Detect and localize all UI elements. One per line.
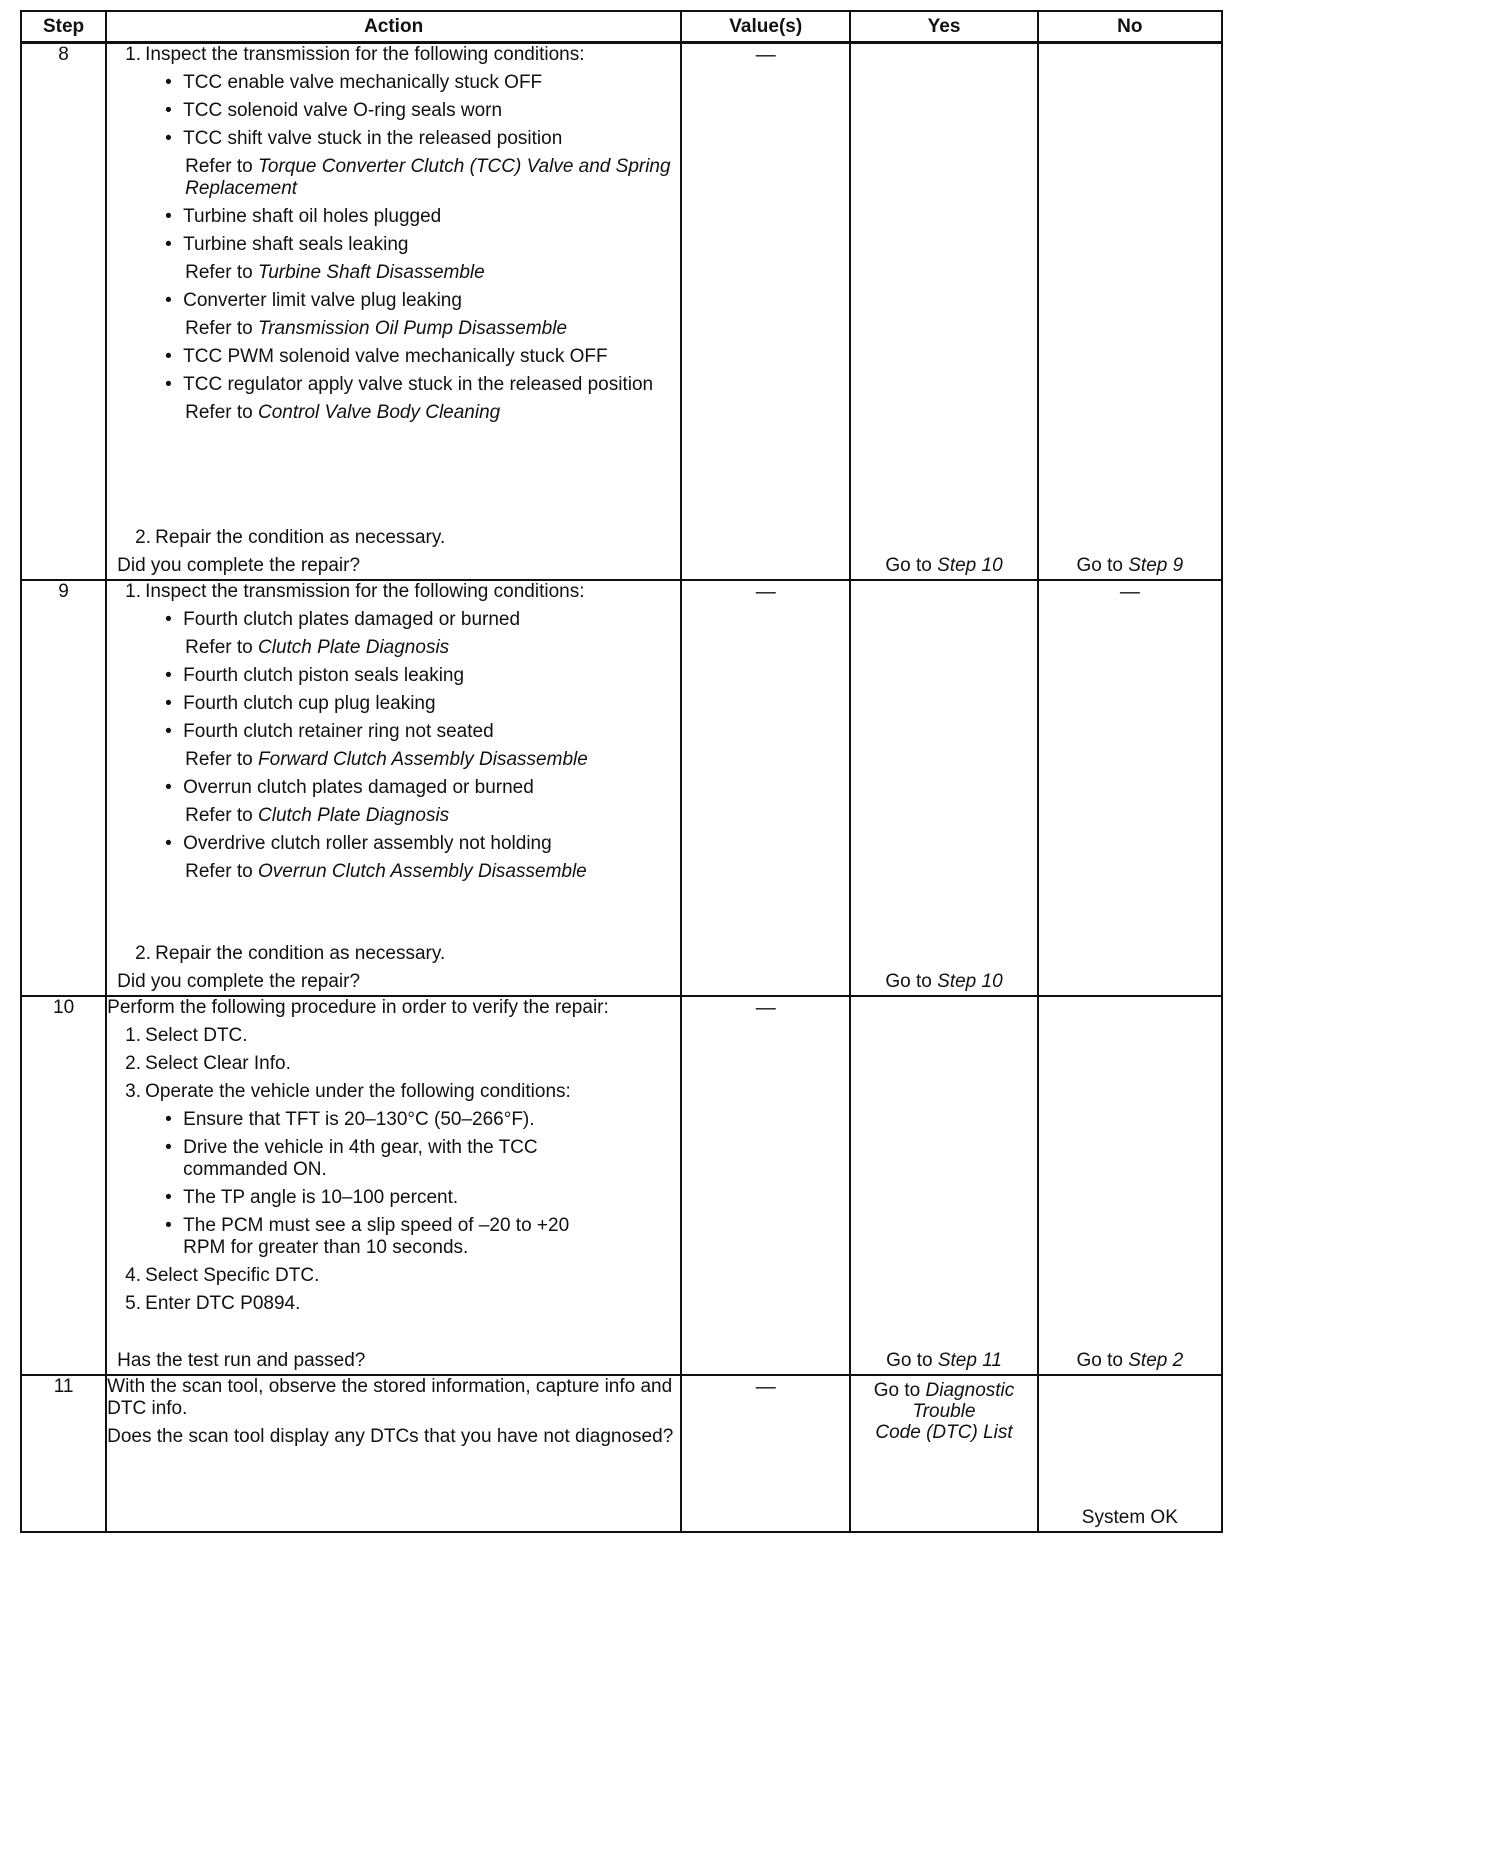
numbered-item: 2. Repair the condition as necessary.: [135, 526, 446, 548]
bullet-item: • TCC PWM solenoid valve mechanically stuck OFF: [165, 346, 608, 367]
bullet-item: • Fourth clutch plates damaged or burned: [165, 608, 521, 630]
bullet-item: • The TP angle is 10–100 percent.: [165, 1186, 459, 1208]
header-step: Step: [21, 11, 106, 43]
header-action: Action: [106, 11, 681, 43]
reference-link[interactable]: Refer to Clutch Plate Diagnosis: [185, 804, 450, 826]
system-ok-text: System OK: [1081, 1506, 1178, 1528]
action-cell: [106, 1375, 681, 1532]
question-text: Does the scan tool display any DTCs that you have not diagnosed?: [107, 1425, 674, 1447]
bullet-item: • Turbine shaft seals leaking: [165, 234, 409, 255]
no-cell: —: [1038, 580, 1222, 996]
reference-link[interactable]: Refer to Turbine Shaft Disassemble: [185, 262, 485, 283]
bullet-item: • TCC shift valve stuck in the released position: [165, 128, 563, 149]
bullet-item: • Fourth clutch cup plug leaking: [165, 692, 436, 714]
no-cell: [1038, 43, 1222, 580]
go-to-dtc-list-link[interactable]: Go to Diagnostic Trouble Code (DTC) List: [873, 1379, 1015, 1443]
reference-link[interactable]: Refer to Clutch Plate Diagnosis: [185, 636, 450, 658]
yes-cell: [850, 996, 1037, 1375]
step-number: 8: [21, 43, 106, 580]
value-cell: —: [681, 1375, 850, 1532]
go-to-step-link[interactable]: Go to Step 10: [885, 554, 1003, 576]
header-no: No: [1038, 11, 1222, 43]
table-row-step-8: [21, 43, 1222, 580]
reference-link[interactable]: Refer to Torque Converter Clutch (TCC) Valve and Spring Replacement: [185, 156, 671, 199]
instruction-text: With the scan tool, observe the stored information, capture info and DTC info.: [107, 1375, 673, 1419]
numbered-item: 1. Inspect the transmission for the following conditions:: [125, 44, 585, 65]
bullet-item: • Drive the vehicle in 4th gear, with the TCC commanded ON.: [165, 1136, 538, 1180]
numbered-item: 2. Repair the condition as necessary.: [135, 942, 446, 964]
go-to-step-link[interactable]: Go to Step 10: [885, 970, 1003, 992]
bullet-item: • The PCM must see a slip speed of –20 to +20 RPM for greater than 10 seconds.: [165, 1214, 570, 1258]
yes-cell: [850, 580, 1037, 996]
numbered-item: 5. Enter DTC P0894.: [125, 1292, 301, 1314]
reference-link[interactable]: Refer to Control Valve Body Cleaning: [185, 402, 501, 423]
bullet-item: • Overdrive clutch roller assembly not holding: [165, 832, 552, 854]
value-cell: —: [681, 996, 850, 1375]
go-to-step-link[interactable]: Go to Step 9: [1076, 554, 1184, 576]
numbered-item: 1. Select DTC.: [125, 1024, 248, 1046]
procedure-intro: Perform the following procedure in order to verify the repair:: [107, 996, 609, 1018]
go-to-step-link[interactable]: Go to Step 2: [1076, 1349, 1184, 1371]
action-cell: [106, 996, 681, 1375]
value-cell: —: [681, 43, 850, 580]
action-cell: [106, 43, 681, 580]
table-row-step-10: [21, 996, 1222, 1375]
numbered-item: 2. Select Clear Info.: [125, 1052, 291, 1074]
header-yes: Yes: [850, 11, 1037, 43]
step-number: 11: [21, 1375, 106, 1532]
bullet-item: • Overrun clutch plates damaged or burned: [165, 776, 534, 798]
bullet-item: • Converter limit valve plug leaking: [165, 290, 462, 311]
yes-cell: [850, 43, 1037, 580]
table-row-step-11: [21, 1375, 1222, 1532]
step-number: 10: [21, 996, 106, 1375]
numbered-item: 1. Inspect the transmission for the following conditions:: [125, 580, 585, 602]
header-row: [21, 11, 1222, 43]
question-text: Did you complete the repair?: [117, 554, 361, 576]
header-values: Value(s): [681, 11, 850, 43]
bullet-item: • Ensure that TFT is 20–130°C (50–266°F).: [165, 1108, 535, 1130]
numbered-item: 4. Select Specific DTC.: [125, 1264, 320, 1286]
step-number: 9: [21, 580, 106, 996]
question-text: Has the test run and passed?: [117, 1349, 366, 1371]
yes-cell: [850, 1375, 1037, 1532]
table-row-step-9: [21, 580, 1222, 996]
diagnostic-table: [20, 10, 1223, 1533]
reference-link[interactable]: Refer to Forward Clutch Assembly Disassemble: [185, 748, 588, 770]
value-cell: —: [681, 580, 850, 996]
bullet-item: • TCC enable valve mechanically stuck OFF: [165, 72, 543, 93]
bullet-item: • Turbine shaft oil holes plugged: [165, 206, 442, 227]
bullet-item: • TCC solenoid valve O-ring seals worn: [165, 100, 503, 121]
bullet-item: • TCC regulator apply valve stuck in the released position: [165, 374, 654, 395]
go-to-step-link[interactable]: Go to Step 11: [886, 1349, 1002, 1371]
reference-link[interactable]: Refer to Overrun Clutch Assembly Disassemble: [185, 860, 587, 882]
action-cell: [106, 580, 681, 996]
no-cell: [1038, 996, 1222, 1375]
question-text: Did you complete the repair?: [117, 970, 361, 992]
numbered-item: 3. Operate the vehicle under the following conditions:: [125, 1080, 571, 1102]
reference-link[interactable]: Refer to Transmission Oil Pump Disassemble: [185, 318, 568, 339]
bullet-item: • Fourth clutch retainer ring not seated: [165, 720, 494, 742]
bullet-item: • Fourth clutch piston seals leaking: [165, 664, 465, 686]
no-cell: [1038, 1375, 1222, 1532]
